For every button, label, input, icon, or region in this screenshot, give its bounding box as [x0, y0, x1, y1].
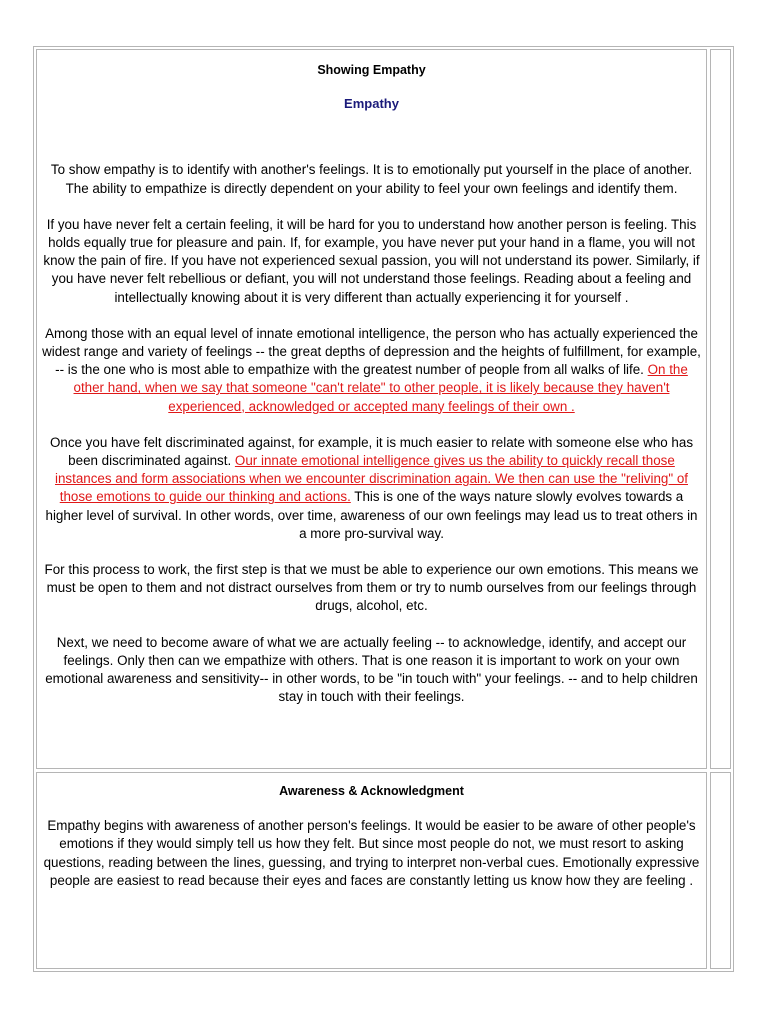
- paragraph: For this process to work, the first step is that we must be able to experience our own emotions. This means we must be open to them and not distract ourselves from them or try to numb ourselves from our feelings through drugs, alcohol, etc.: [44, 562, 699, 614]
- paragraph-text: Among those with an equal level of innate emotional intelligence, the person who has actually experienced the widest range and variety of feelings -- the great depths of depression and the heights of fulfillment, for example, -- is the one who is most able to empathize with the greatest number of people from all walks of life.: [42, 325, 701, 378]
- highlighted-link[interactable]: On the other hand, when we say that someone "can't relate" to other people, it is likely because they haven't experienced, acknowledged or accepted many feelings of their own .: [73, 362, 688, 414]
- section-awareness: [42, 782, 701, 890]
- paragraph: [42, 434, 701, 543]
- section-subtitle: Empathy: [344, 96, 399, 112]
- paragraph: To show empathy is to identify with another's feelings. It is to emotionally put yourself in the place of another. The ability to empathize is directly dependent on your ability to feel your own feelings and identify them.: [50, 162, 693, 196]
- section-showing-empathy: [42, 61, 701, 706]
- side-cell: [710, 49, 731, 769]
- paragraph: Empathy begins with awareness of another person's feelings. It would be easier to be aware of other people's emotions if they would simply tell us how they felt. But since most people do not, we must resort to asking questions, reading between the lines, guessing, and trying to interpret non-verbal cues. Emotionally expressive people are easiest to read because their eyes and faces are constantly letting us know how they are feeling .: [43, 818, 700, 888]
- side-cell: [710, 772, 731, 969]
- section-title: Awareness & Acknowledgment: [279, 784, 464, 798]
- paragraph-text: Once you have felt discriminated against, for example, it is much easier to relate with someone else who has been discriminated against.: [49, 434, 694, 469]
- paragraph: [42, 325, 701, 416]
- highlighted-link[interactable]: Our innate emotional intelligence gives us the ability to quickly recall those instances and form associations when we encounter discrimination again. We then can use the "reliving" of those emotions to guide our thinking and actions.: [54, 453, 688, 505]
- paragraph: Next, we need to become aware of what we are actually feeling -- to acknowledge, identify, and accept our feelings. Only then can we empathize with others. That is one reason it is important to work on your own emotional awareness and sensitivity-- in other words, to be "in touch with" your feelings. -- and to help children stay in touch with their feelings.: [45, 634, 698, 705]
- section-title: Showing Empathy: [317, 63, 426, 77]
- paragraph: If you have never felt a certain feeling, it will be hard for you to understand how another person is feeling. This holds equally true for pleasure and pain. If, for example, you have never put your hand in a flame, you will not know the pain of fire. If you have not experienced sexual passion, you will not understand its power. Similarly, if you have never felt rebellious or defiant, you will not understand those feelings. Reading about a feeling and intellectually knowing about it is very different than actually experiencing it for yourself .: [43, 216, 700, 305]
- paragraph-text: This is one of the ways nature slowly evolves towards a higher level of survival. In other words, over time, awareness of our own feelings may lead us to treat others in a more pro-survival way.: [45, 489, 698, 541]
